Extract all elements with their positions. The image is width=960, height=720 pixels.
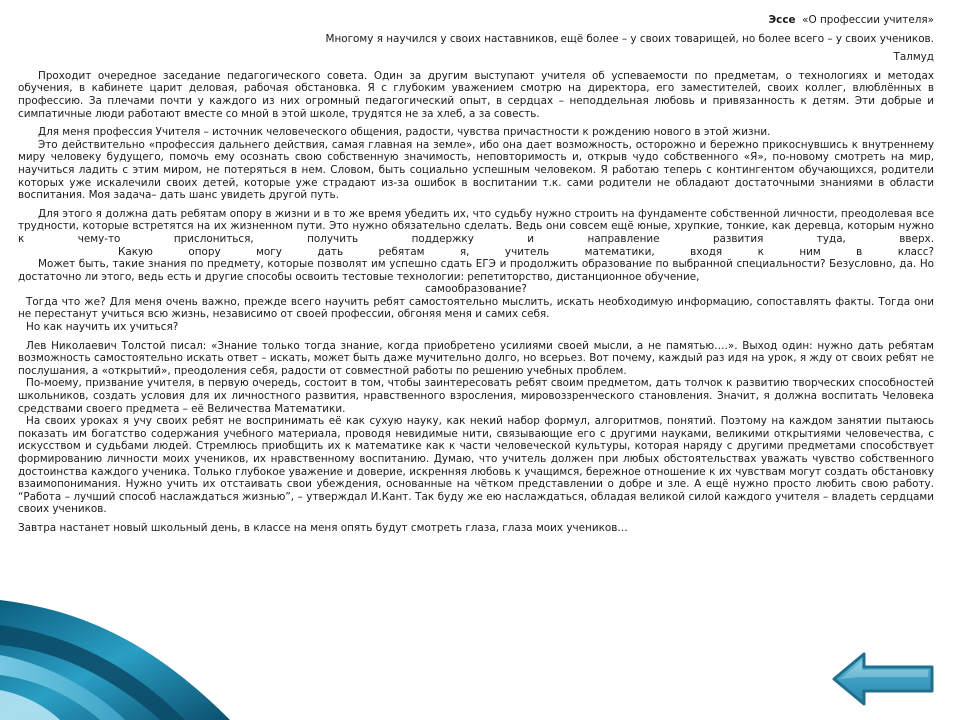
epigraph: Многому я научился у своих наставников, ещё более – у своих товарищей, но более всего – у своих учеников. bbox=[325, 32, 934, 45]
paragraph-3e: Тогда что же? Для меня очень важно, прежде всего научить ребят самостоятельно мыслить, искать необходимую информацию, сопоставлять факты. Тогда они не перестанут учиться всю жизнь, независимо от своей профессии, обгоняя меня и самих себя. bbox=[18, 295, 934, 321]
title-rest: «О профессии учителя» bbox=[802, 14, 934, 26]
paragraph-3d: самообразование? bbox=[425, 283, 527, 296]
paragraph-5: Завтра настанет новый школьный день, в классе на меня опять будут смотреть глаза, глаза моих учеников… bbox=[18, 521, 628, 534]
paragraph-4c: На своих уроках я учу своих ребят не воспринимать её как сухую науку, как некий набор формул, алгоритмов, понятий. Поэтому на каждом занятии пытаюсь показать им богатство содержания учебного материала, проводя невидимые нити, связывающие его с другими науками, великими открытиями человечества, с искусством и судьбами людей. Стремлюсь приобщить их к математике как к части человеческой культуры, которая наряду с другими предметами способствует формированию личности моих учеников, их нравственному воспитанию. Думаю, что учитель должен при любых обстоятельствах уважать чувство собственного достоинства каждого ученика. Только глубокое уважение и доверие, искренняя любовь к учащимся, бережное отношение к их чувствам могут создать обстановку взаимопонимания. Нужно учить их отстаивать свои убеждения, основанные на чётком представлении о добре и зле. А ещё нужно просто любить свою работу. “Работа – лучший способ наслаждаться жизнью”, – утверждал И.Кант. Так буду же ею наслаждаться, обладая великой силой каждого учителя – владеть сердцами своих учеников. bbox=[18, 415, 934, 516]
title-word: Эссе bbox=[768, 14, 796, 26]
paragraph-1: Проходит очередное заседание педагогического совета. Один за другим выступают учителя об успеваемости по предметам, о технологиях и методах обучения, в кабинете царит деловая, рабочая обстановка. Я с глубоким уважением смотрю на директора, его заместителей, своих коллег, влюблённых в профессию. За плечами почти у каждого из них огромный педагогический опыт, в сердцах – неподдельная любовь и привязанность к детям. Эти добрые и симпатичные люди работают вместе со мной в этой школе, трудятся не за хлеб, а за совесть. bbox=[18, 69, 934, 120]
paragraph-3a: Для этого я должна дать ребятам опору в жизни и в то же время убедить их, что судьбу нужно строить на фундаменте собственной личности, преодолевая все трудности, которые встретятся на их жизненном пути. Это нужно обязательно сделать. Ведь они совсем ещё юные, хрупкие, тонкие, как деревца, которым нужно к чему-то прислониться, получить поддержку и направление развития туда, вверх. bbox=[18, 207, 934, 245]
paragraph-2b: Это действительно «профессия дальнего действия, самая главная на земле», ибо она дает возможность, осторожно и бережно прикоснувшись к внутреннему миру человеку будущего, помочь ему осознать свою собственную значимость, неповторимость и, открыв чудо собственного «Я», по-новому смотреть на мир, научиться ладить с этим миром, не потеряться в нем. Словом, быть социально успешным человеком. Я работаю теперь с контингентом обучающихся, родители которых уже искалечили своих детей, которые уже страдают из-за ошибок в воспитании т.к. сами родители не обладают достаточными знаниями в области воспитания. Моя задача– дать шанс увидеть другой путь. bbox=[18, 138, 934, 202]
paragraph-4a: Лев Николаевич Толстой писал: «Знание только тогда знание, когда приобретено усилиями своей мысли, а не памятью….». Выход один: нужно дать ребятам возможность самостоятельно искать ответ – искать, может быть даже мучительно долго, но всерьез. Вот почему, каждый раз идя на урок, я жду от своих ребят не послушания, а «открытий», преодоления себя, радости от совместной работы по решению учебных проблем. bbox=[18, 339, 934, 377]
paragraph-3b: Какую опору могу дать ребятам я, учитель математики, входя к ним в класс? bbox=[118, 245, 934, 258]
paragraph-3f: Но как научить их учиться? bbox=[26, 321, 179, 334]
paragraph-4b: По-моему, призвание учителя, в первую очередь, состоит в том, чтобы заинтересовать ребят своим предметом, дать толчок к развитию творческих способностей школьников, создать условия для их личностного развития, нравственного взросления, мировоззренческого становления. Значит, я должна воспитать Человека средствами своего предмета – её Величества Математики. bbox=[18, 377, 934, 415]
back-button[interactable] bbox=[830, 650, 938, 708]
essay-text bbox=[18, 14, 934, 535]
paragraph-3c: Может быть, такие знания по предмету, которые позволят им успешно сдать ЕГЭ и продолжить образование по выбранной специальности? Безусловно, да. Но достаточно ли этого, ведь есть и другие способы освоить тестовые технологии: репетиторство, дистанционное обучение, bbox=[18, 258, 934, 283]
epigraph-author: Талмуд bbox=[893, 51, 934, 64]
paragraph-2a: Для меня профессия Учителя – источник человеческого общения, радости, чувства причастности к рождению нового в этой жизни. bbox=[38, 126, 771, 139]
arrow-left-icon bbox=[830, 650, 938, 708]
essay-title bbox=[18, 14, 934, 27]
